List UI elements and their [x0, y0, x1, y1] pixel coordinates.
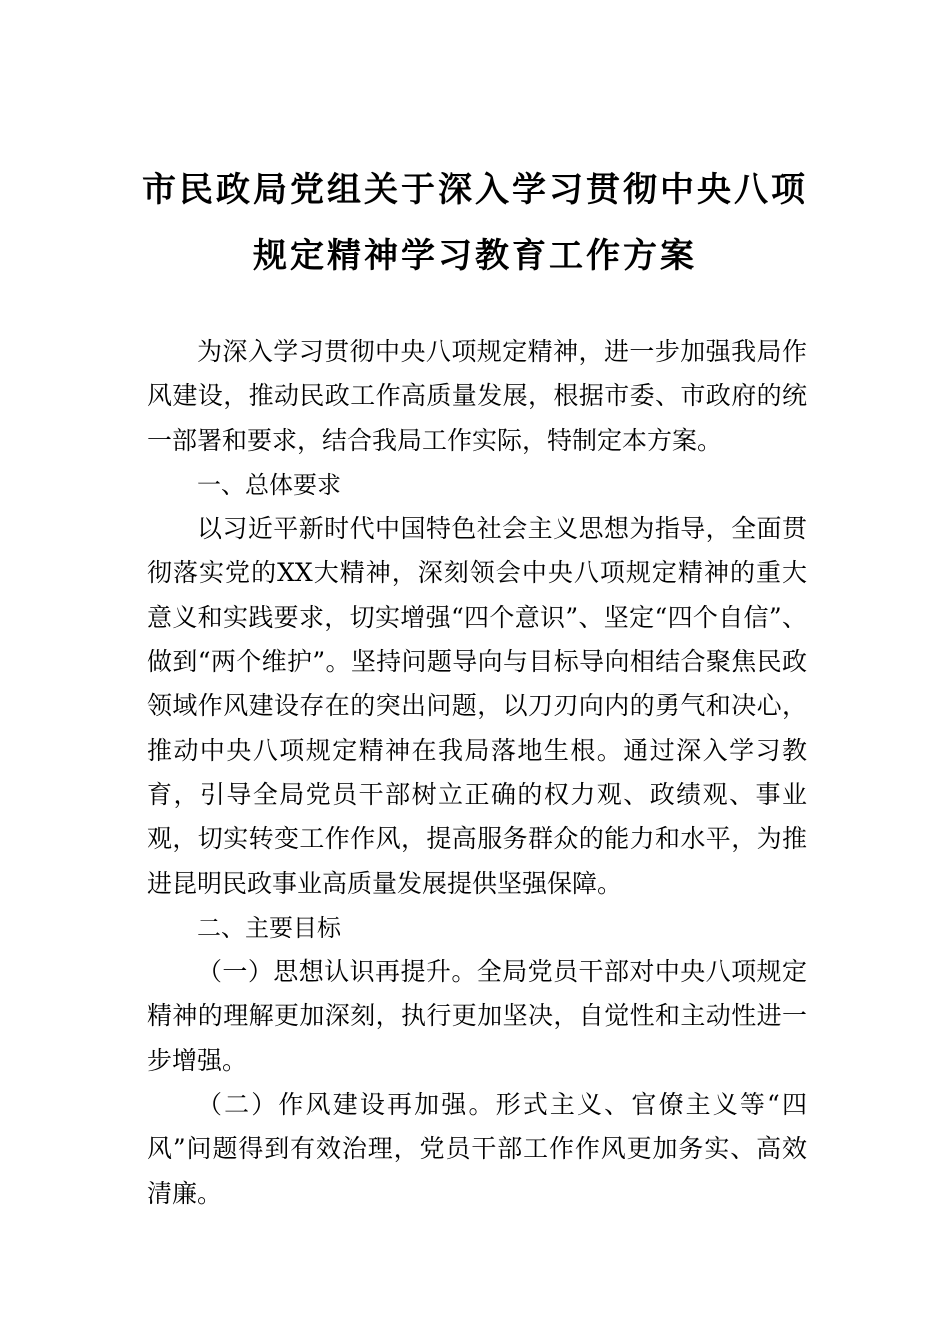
document-title-line-2: 规定精神学习教育工作方案 — [253, 236, 697, 276]
document-title-line-1: 市民政局党组关于深入学习贯彻中央八项 — [142, 170, 808, 210]
goal-paragraph-2: （二）作风建设再加强。形式主义、官僚主义等“四风”问题得到有效治理，党员干部工作作风更加务实、高效清廉。 — [147, 1090, 807, 1208]
intro-paragraph: 为深入学习贯彻中央八项规定精神，进一步加强我局作风建设，推动民政工作高质量发展，根据市委、市政府的统一部署和要求，结合我局工作实际，特制定本方案。 — [147, 337, 807, 455]
overall-requirements-paragraph: 以习近平新时代中国特色社会主义思想为指导，全面贯彻落实党的XX大精神，深刻领会中央八项规定精神的重大意义和实践要求，切实增强“四个意识”、坚定“四个自信”、做到“两个维护”。坚持问题导向与目标导向相结合聚焦民政领域作风建设存在的突出问题，以刀刃向内的勇气和决心，推动中央八项规定精神在我局落地生根。通过深入学习教育，引导全局党员干部树立正确的权力观、政绩观、事业观，切实转变工作作风，提高服务群众的能力和水平，为推进昆明民政事业高质量发展提供坚强保障。 — [147, 514, 807, 898]
section-heading-main-goals: 二、主要目标 — [197, 913, 341, 942]
document-body — [147, 330, 807, 1216]
goal-paragraph-1: （一）思想认识再提升。全局党员干部对中央八项规定精神的理解更加深刻，执行更加坚决，自觉性和主动性进一步增强。 — [147, 957, 807, 1075]
section-heading-overall-requirements: 一、总体要求 — [197, 470, 341, 499]
